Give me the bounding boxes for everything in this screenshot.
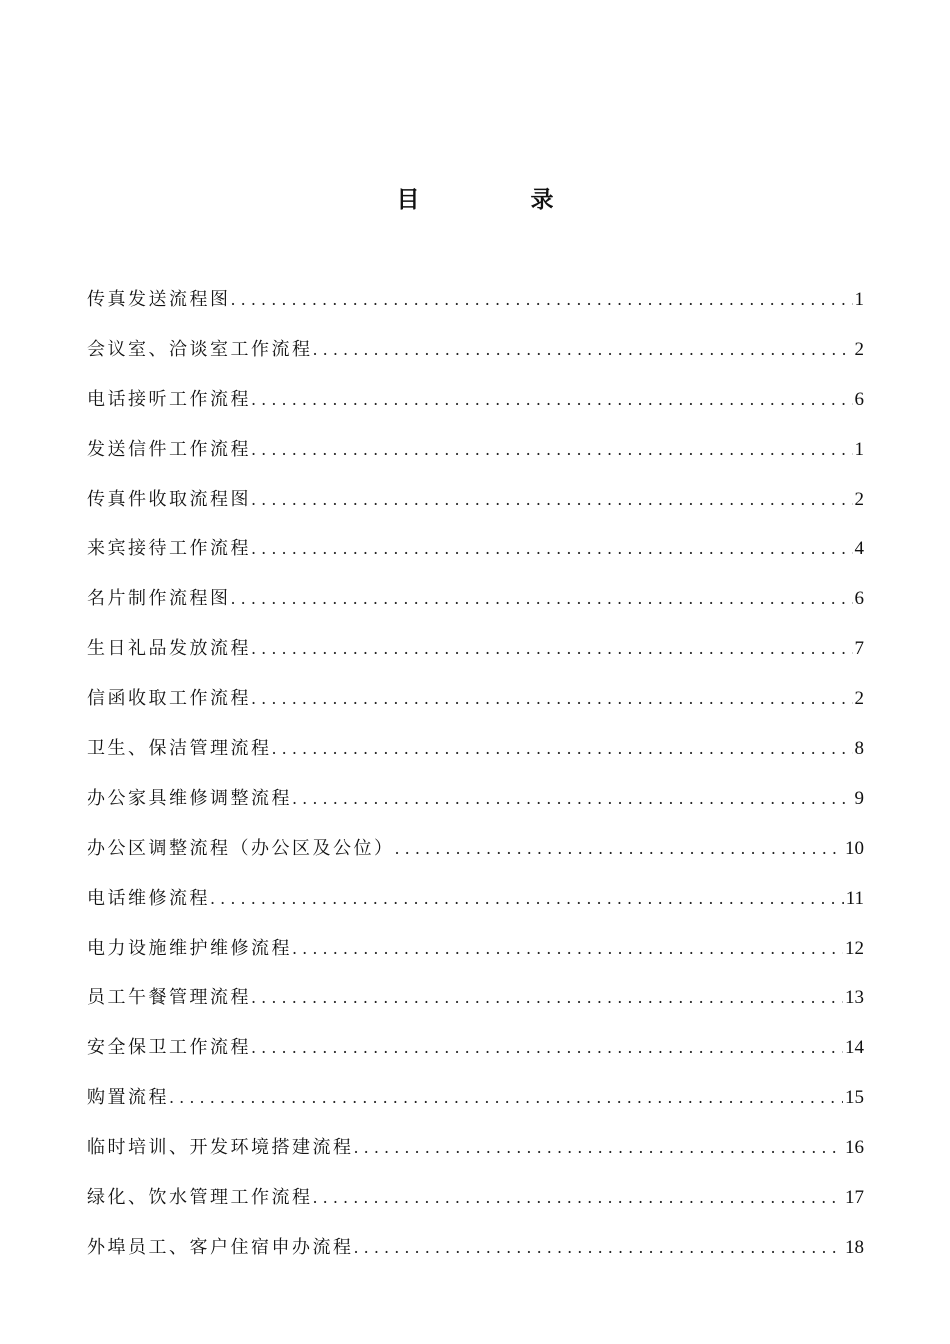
toc-entry[interactable] bbox=[87, 929, 864, 979]
toc-entry-page-number: 1 bbox=[854, 438, 864, 460]
toc-dot-leader bbox=[231, 579, 853, 619]
toc-entry[interactable] bbox=[87, 1228, 864, 1278]
toc-entry-label: 来宾接待工作流程 bbox=[87, 538, 251, 560]
toc-dot-leader bbox=[251, 978, 843, 1018]
toc-entry-page-number: 1 bbox=[854, 289, 864, 310]
toc-entry-label: 办公家具维修调整流程 bbox=[87, 787, 292, 809]
toc-dot-leader bbox=[231, 280, 853, 320]
toc-entry[interactable] bbox=[87, 629, 864, 679]
toc-entry[interactable] bbox=[87, 679, 864, 729]
toc-entry[interactable] bbox=[87, 480, 864, 530]
toc-entry[interactable] bbox=[87, 280, 864, 330]
toc-entry[interactable] bbox=[87, 380, 864, 430]
toc-entry[interactable] bbox=[87, 430, 864, 480]
toc-entry[interactable] bbox=[87, 829, 864, 879]
toc-entry-page-number: 14 bbox=[845, 1037, 864, 1059]
toc-dot-leader bbox=[251, 480, 853, 520]
toc-entry[interactable] bbox=[87, 1178, 864, 1228]
toc-dot-leader bbox=[354, 1228, 844, 1268]
page-title: 目 录 bbox=[396, 186, 598, 213]
toc-entry-label: 名片制作流程图 bbox=[87, 588, 231, 610]
toc-entry-label: 外埠员工、客户住宿申办流程 bbox=[87, 1236, 354, 1258]
toc-entry-label: 卫生、保洁管理流程 bbox=[87, 738, 272, 760]
toc-entry-label: 生日礼品发放流程 bbox=[87, 638, 251, 660]
toc-dot-leader bbox=[272, 729, 853, 769]
toc-entry-page-number: 7 bbox=[854, 638, 864, 660]
toc-dot-leader bbox=[292, 779, 853, 819]
toc-dot-leader bbox=[292, 929, 843, 969]
toc-entry-label: 信函收取工作流程 bbox=[87, 688, 251, 710]
toc-entry[interactable] bbox=[87, 729, 864, 779]
toc-entry-label: 电话接听工作流程 bbox=[87, 388, 251, 410]
toc-entry-page-number: 4 bbox=[854, 538, 864, 560]
toc-dot-leader bbox=[395, 829, 844, 869]
toc-entry-label: 办公区调整流程（办公区及公位） bbox=[87, 837, 395, 859]
toc-dot-leader bbox=[251, 1028, 843, 1068]
toc-entry-label: 临时培训、开发环境搭建流程 bbox=[87, 1137, 354, 1159]
table-of-contents bbox=[87, 280, 864, 1278]
toc-entry[interactable] bbox=[87, 1078, 864, 1128]
toc-entry[interactable] bbox=[87, 330, 864, 380]
toc-entry-page-number: 13 bbox=[845, 987, 864, 1009]
toc-entry-page-number: 2 bbox=[854, 688, 864, 710]
toc-entry-page-number: 8 bbox=[854, 738, 864, 760]
toc-dot-leader bbox=[169, 1078, 843, 1118]
toc-entry-page-number: 9 bbox=[854, 787, 864, 809]
toc-entry-page-number: 18 bbox=[845, 1236, 864, 1258]
toc-entry-label: 会议室、洽谈室工作流程 bbox=[87, 338, 313, 360]
toc-dot-leader bbox=[313, 1178, 844, 1218]
toc-dot-leader bbox=[313, 330, 853, 370]
toc-entry[interactable] bbox=[87, 1128, 864, 1178]
toc-entry-page-number: 2 bbox=[854, 488, 864, 510]
toc-dot-leader bbox=[251, 529, 853, 569]
toc-entry-page-number: 10 bbox=[845, 837, 864, 859]
toc-dot-leader bbox=[251, 679, 853, 719]
toc-entry-page-number: 2 bbox=[854, 338, 864, 360]
toc-entry-label: 电力设施维护维修流程 bbox=[87, 937, 292, 959]
toc-entry-label: 发送信件工作流程 bbox=[87, 438, 251, 460]
toc-entry-label: 员工午餐管理流程 bbox=[87, 987, 251, 1009]
toc-entry-page-number: 12 bbox=[845, 937, 864, 959]
toc-dot-leader bbox=[354, 1128, 844, 1168]
toc-entry-label: 绿化、饮水管理工作流程 bbox=[87, 1187, 313, 1209]
toc-entry-page-number: 15 bbox=[845, 1087, 864, 1109]
toc-entry-label: 安全保卫工作流程 bbox=[87, 1037, 251, 1059]
toc-entry[interactable] bbox=[87, 978, 864, 1028]
toc-dot-leader bbox=[210, 879, 844, 919]
toc-dot-leader bbox=[251, 629, 853, 669]
toc-entry-label: 传真发送流程图 bbox=[87, 289, 231, 310]
toc-entry[interactable] bbox=[87, 779, 864, 829]
toc-entry[interactable] bbox=[87, 1028, 864, 1078]
toc-entry-label: 传真件收取流程图 bbox=[87, 488, 251, 510]
toc-entry-label: 购置流程 bbox=[87, 1087, 169, 1109]
toc-entry-page-number: 6 bbox=[854, 588, 864, 610]
toc-entry-page-number: 17 bbox=[845, 1187, 864, 1209]
toc-entry[interactable] bbox=[87, 579, 864, 629]
toc-entry-label: 电话维修流程 bbox=[87, 887, 210, 909]
toc-dot-leader bbox=[251, 380, 853, 420]
toc-entry[interactable] bbox=[87, 529, 864, 579]
toc-entry-page-number: 16 bbox=[845, 1137, 864, 1159]
toc-entry[interactable] bbox=[87, 879, 864, 929]
toc-entry-page-number: 11 bbox=[845, 887, 864, 909]
toc-entry-page-number: 6 bbox=[854, 388, 864, 410]
toc-dot-leader bbox=[251, 430, 853, 470]
